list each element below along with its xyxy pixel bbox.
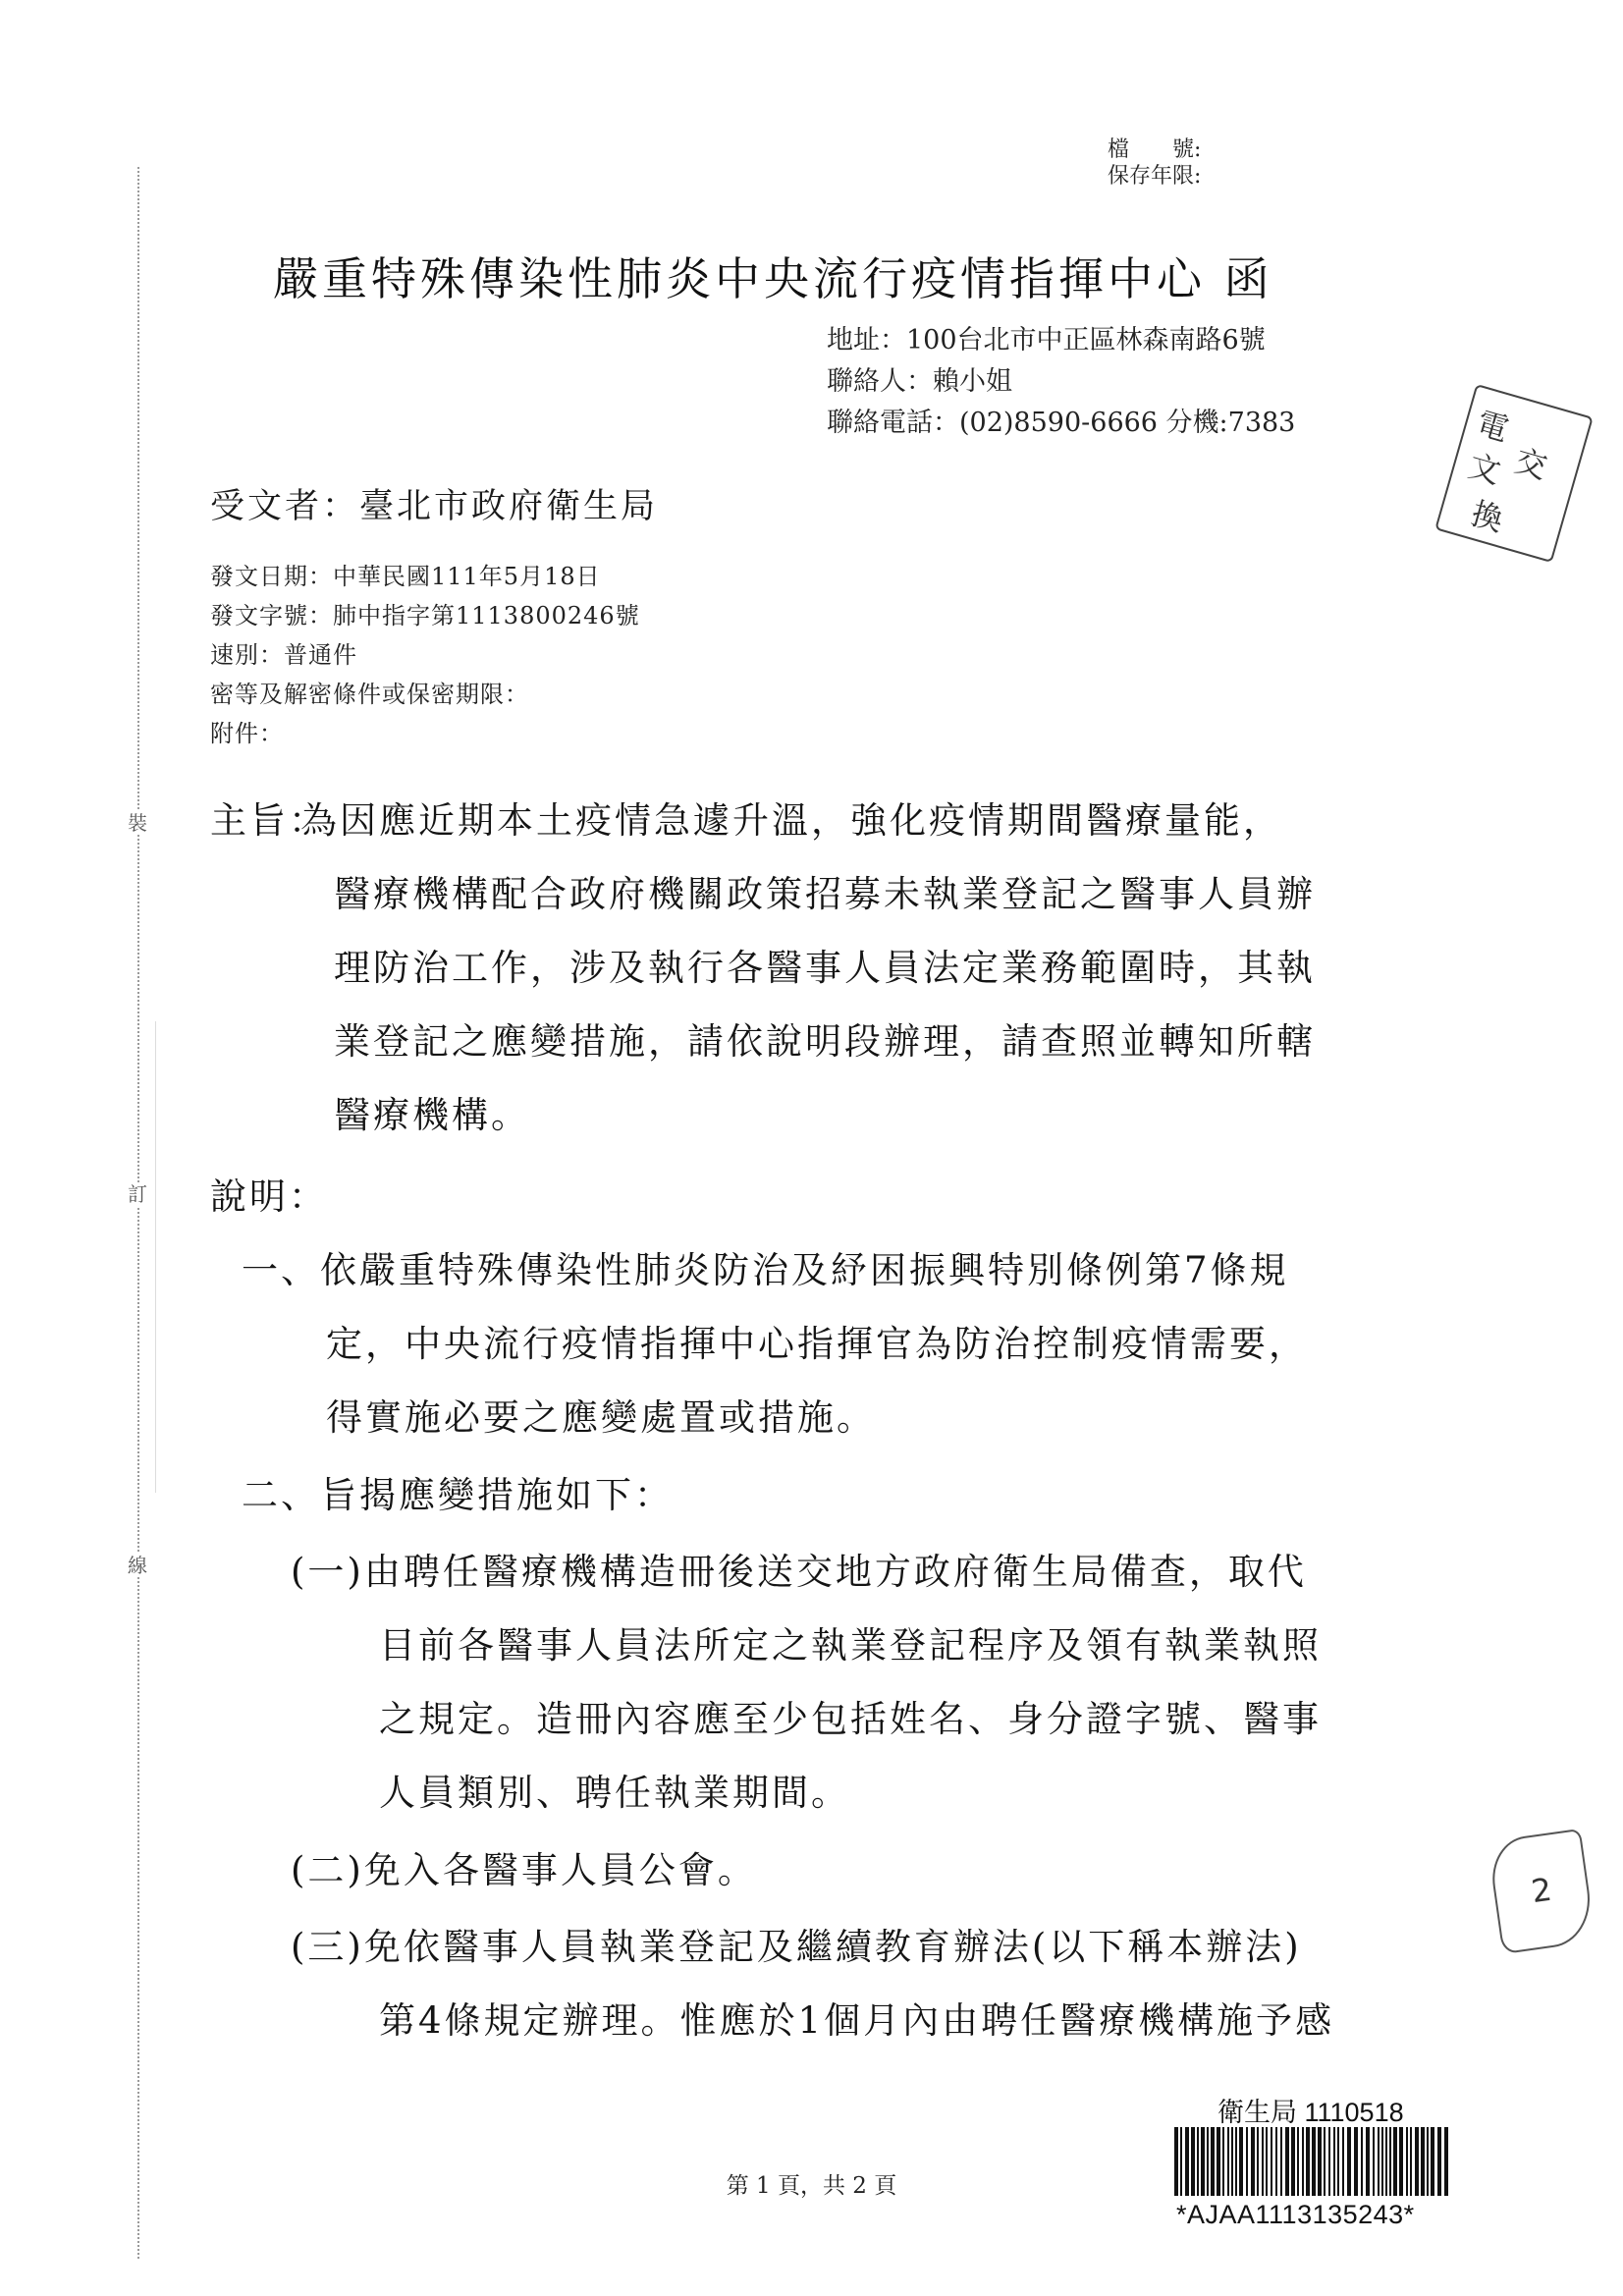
barcode-bar bbox=[1197, 2127, 1199, 2196]
explanation-item-1-line-1: 一、依嚴重特殊傳染性肺炎防治及紓困振興特別條例第7條規 bbox=[242, 1249, 1289, 1291]
electronic-exchange-stamp bbox=[1434, 384, 1594, 563]
barcode-bar bbox=[1318, 2127, 1322, 2196]
barcode-bar bbox=[1222, 2127, 1224, 2196]
barcode-bar bbox=[1347, 2127, 1351, 2196]
binding-mark-ding: 訂 bbox=[128, 1182, 147, 1206]
page-seal-stamp bbox=[1487, 1829, 1596, 1954]
sub-item-3-line-2: 第4條規定辦理。惟應於1個月內由聘任醫療機構施予感 bbox=[379, 1999, 1335, 2042]
barcode-bar bbox=[1337, 2127, 1339, 2196]
barcode-bar bbox=[1431, 2127, 1434, 2196]
barcode-bar bbox=[1266, 2127, 1268, 2196]
page-seal-number: 2 bbox=[1529, 1870, 1554, 1911]
subject-line-5: 醫療機構。 bbox=[334, 1094, 530, 1136]
barcode-bar bbox=[1444, 2127, 1448, 2196]
barcode-bar bbox=[1231, 2127, 1233, 2196]
file-number-label: 檔 號: bbox=[1108, 137, 1202, 162]
barcode-bar bbox=[1333, 2127, 1335, 2196]
sub-item-2: (二)免入各醫事人員公會。 bbox=[291, 1849, 757, 1891]
barcode-bar bbox=[1373, 2127, 1375, 2196]
barcode-bar bbox=[1174, 2127, 1178, 2196]
binding-dotted-line bbox=[137, 167, 139, 2259]
document-number: 發文字號：肺中指字第1113800246號 bbox=[210, 602, 640, 629]
barcode-bar bbox=[1302, 2127, 1304, 2196]
barcode-bar bbox=[1185, 2127, 1189, 2196]
contact-person: 聯絡人：賴小姐 bbox=[827, 366, 1012, 397]
binding-mark-zhuang: 裝 bbox=[128, 811, 147, 835]
address-line: 地址：100台北市中正區林森南路6號 bbox=[827, 325, 1266, 355]
barcode-bar bbox=[1275, 2127, 1277, 2196]
barcode-bar bbox=[1385, 2127, 1387, 2196]
barcode-bar bbox=[1297, 2127, 1299, 2196]
sub-item-1-line-4: 人員類別、聘任執業期間。 bbox=[379, 1772, 850, 1814]
barcode-bar bbox=[1421, 2127, 1425, 2196]
explanation-item-1-line-2: 定，中央流行疫情指揮中心指揮官為防治控制疫情需要， bbox=[326, 1323, 1308, 1365]
barcode-bar bbox=[1191, 2127, 1195, 2196]
barcode-bar bbox=[1262, 2127, 1264, 2196]
barcode-bar bbox=[1361, 2127, 1363, 2196]
barcode-bar bbox=[1381, 2127, 1383, 2196]
barcode-bar bbox=[1280, 2127, 1282, 2196]
barcode-bar bbox=[1227, 2127, 1229, 2196]
barcode-bar bbox=[1251, 2127, 1255, 2196]
subject-line-2: 醫療機構配合政府機關政策招募未執業登記之醫事人員辦 bbox=[334, 873, 1316, 915]
barcode-bar bbox=[1217, 2127, 1220, 2196]
stamp-char-c: 交 bbox=[1510, 441, 1551, 487]
stamp-char-a: 電 bbox=[1472, 404, 1513, 449]
contact-phone: 聯絡電話：(02)8590-6666 分機:7383 bbox=[827, 408, 1296, 438]
barcode-number: *AJAA1113135243* bbox=[1176, 2200, 1415, 2229]
sub-item-1-line-2: 目前各醫事人員法所定之執業登記程序及領有執業執照 bbox=[379, 1624, 1322, 1667]
explanation-item-2: 二、旨揭應變措施如下： bbox=[242, 1474, 674, 1516]
barcode-bar bbox=[1306, 2127, 1310, 2196]
subject-line-1: 為因應近期本土疫情急遽升溫，強化疫情期間醫療量能， bbox=[300, 799, 1282, 842]
barcode-bar bbox=[1393, 2127, 1397, 2196]
barcode-bar bbox=[1366, 2127, 1370, 2196]
sub-item-3-line-1: (三)免依醫事人員執業登記及繼續教育辦法(以下稱本辦法) bbox=[291, 1926, 1302, 1968]
sub-item-1-line-3: 之規定。造冊內容應至少包括姓名、身分證字號、醫事 bbox=[379, 1698, 1322, 1740]
scan-artifact-line bbox=[155, 1021, 156, 1493]
barcode-label: 衛生局 1110518 bbox=[1217, 2098, 1404, 2127]
retention-period-label: 保存年限: bbox=[1108, 164, 1202, 189]
sub-item-1-line-1: (一)由聘任醫療機構造冊後送交地方政府衛生局備查，取代 bbox=[291, 1551, 1307, 1593]
barcode-bar bbox=[1239, 2127, 1243, 2196]
barcode-bar bbox=[1246, 2127, 1248, 2196]
barcode-bar bbox=[1201, 2127, 1205, 2196]
barcode-bar bbox=[1410, 2127, 1412, 2196]
barcode-bar bbox=[1328, 2127, 1330, 2196]
barcode-bar bbox=[1354, 2127, 1358, 2196]
binding-mark-xian: 線 bbox=[128, 1554, 147, 1577]
subject-line-3: 理防治工作，涉及執行各醫事人員法定業務範圍時，其執 bbox=[334, 947, 1316, 989]
barcode-bar bbox=[1180, 2127, 1182, 2196]
attachment-label: 附件： bbox=[210, 720, 284, 747]
explanation-item-1-line-3: 得實施必要之應變處置或措施。 bbox=[326, 1396, 876, 1439]
barcode-bar bbox=[1406, 2127, 1408, 2196]
recipient: 受文者：臺北市政府衛生局 bbox=[210, 487, 659, 526]
subject-lead: 主旨： bbox=[210, 799, 328, 842]
barcode-bar bbox=[1291, 2127, 1295, 2196]
barcode-bar bbox=[1427, 2127, 1429, 2196]
barcode-bar bbox=[1211, 2127, 1215, 2196]
explanation-lead: 說明： bbox=[210, 1175, 328, 1218]
barcode-bar bbox=[1378, 2127, 1380, 2196]
barcode-bar bbox=[1285, 2127, 1289, 2196]
barcode-bar bbox=[1324, 2127, 1325, 2196]
page-number: 第 1 頁，共 2 頁 bbox=[726, 2173, 897, 2199]
barcode-bar bbox=[1312, 2127, 1316, 2196]
barcode-bar bbox=[1207, 2127, 1209, 2196]
barcode-bar bbox=[1271, 2127, 1272, 2196]
barcode-bar bbox=[1399, 2127, 1403, 2196]
document-title: 嚴重特殊傳染性肺炎中央流行疫情指揮中心 函 bbox=[273, 252, 1273, 305]
subject-line-4: 業登記之應變措施，請依說明段辦理，請查照並轉知所轄 bbox=[334, 1020, 1316, 1063]
barcode-bar bbox=[1437, 2127, 1441, 2196]
barcode-bar bbox=[1235, 2127, 1237, 2196]
issue-date: 發文日期：中華民國111年5月18日 bbox=[210, 563, 601, 590]
delivery-speed: 速別：普通件 bbox=[210, 641, 357, 669]
stamp-char-b: 文 bbox=[1464, 446, 1505, 492]
barcode-bar bbox=[1257, 2127, 1259, 2196]
barcode-bar bbox=[1415, 2127, 1419, 2196]
secrecy-level: 密等及解密條件或保密期限： bbox=[210, 681, 529, 708]
stamp-char-d: 換 bbox=[1467, 494, 1508, 539]
barcode-bar bbox=[1342, 2127, 1344, 2196]
barcode-image bbox=[1172, 2127, 1451, 2196]
barcode-bar bbox=[1389, 2127, 1391, 2196]
